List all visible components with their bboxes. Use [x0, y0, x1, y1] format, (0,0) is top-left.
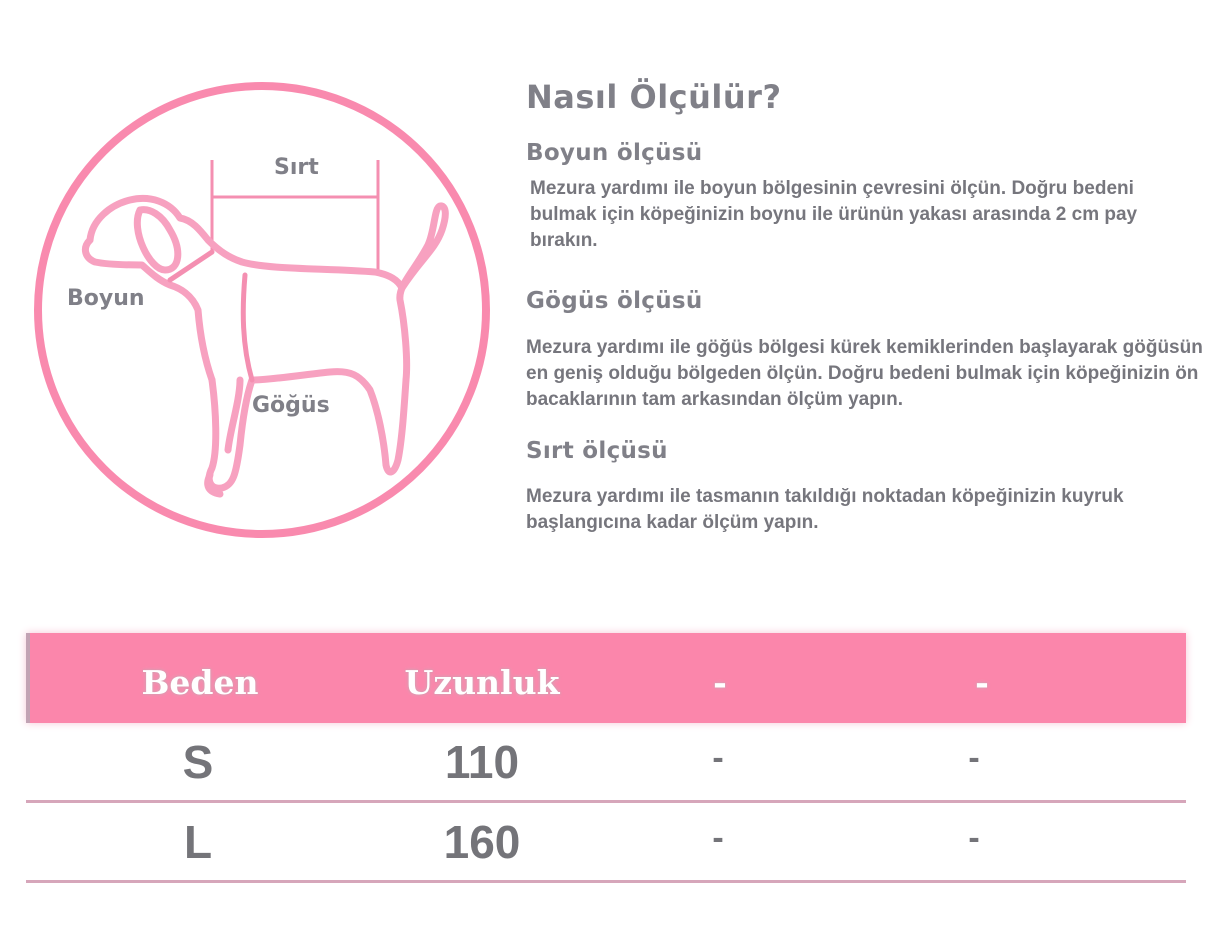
header-col3: - — [713, 663, 727, 702]
cell-col3: - — [712, 739, 724, 777]
label-back: Sırt — [274, 155, 319, 180]
header-length: Uzunluk — [404, 663, 560, 702]
guide-title: Nasıl Ölçülür? — [526, 78, 782, 116]
cell-length: 160 — [443, 816, 521, 868]
measurement-diagram — [30, 80, 500, 550]
label-neck: Boyun — [67, 286, 145, 311]
size-table — [26, 633, 1186, 883]
section-text-neck: Mezura yardımı ile boyun bölgesinin çevresini ölçün. Doğru bedeni bulmak için köpeğinizin boynu ile ürünün yakası arasında 2 cm pay bırakın. — [530, 178, 1138, 251]
label-chest: Göğüs — [252, 393, 330, 418]
dog-outline — [85, 198, 445, 494]
cell-col4: - — [968, 739, 980, 777]
section-text-chest: Mezura yardımı ile göğüs bölgesi kürek kemiklerinden başlayarak göğüsün en geniş olduğu bölgeden ölçün. Doğru bedeni bulmak için köpeğinizin ön bacaklarının tam arkasından ölçüm yapın. — [526, 337, 1203, 410]
cell-col4: - — [968, 819, 980, 857]
cell-size: S — [182, 736, 214, 788]
table-header-row — [26, 633, 1186, 723]
section-heading-neck: Boyun ölçüsü — [526, 140, 703, 166]
cell-length: 110 — [444, 736, 520, 788]
table-row — [26, 723, 1186, 803]
harness-straps — [170, 252, 252, 380]
header-size: Beden — [141, 663, 259, 702]
section-text-back: Mezura yardımı ile tasmanın takıldığı noktadan köpeğinizin kuyruk başlangıcına kadar ölçüm yapın. — [526, 486, 1124, 533]
cell-size: L — [183, 816, 213, 868]
header-col4: - — [975, 663, 989, 702]
table-row — [26, 803, 1186, 883]
measure-guide — [526, 78, 1206, 533]
cell-col3: - — [712, 819, 724, 857]
dog-outline-illustration — [30, 80, 500, 550]
section-heading-chest: Gögüs ölçüsü — [526, 288, 703, 314]
section-heading-back: Sırt ölçüsü — [526, 438, 668, 464]
